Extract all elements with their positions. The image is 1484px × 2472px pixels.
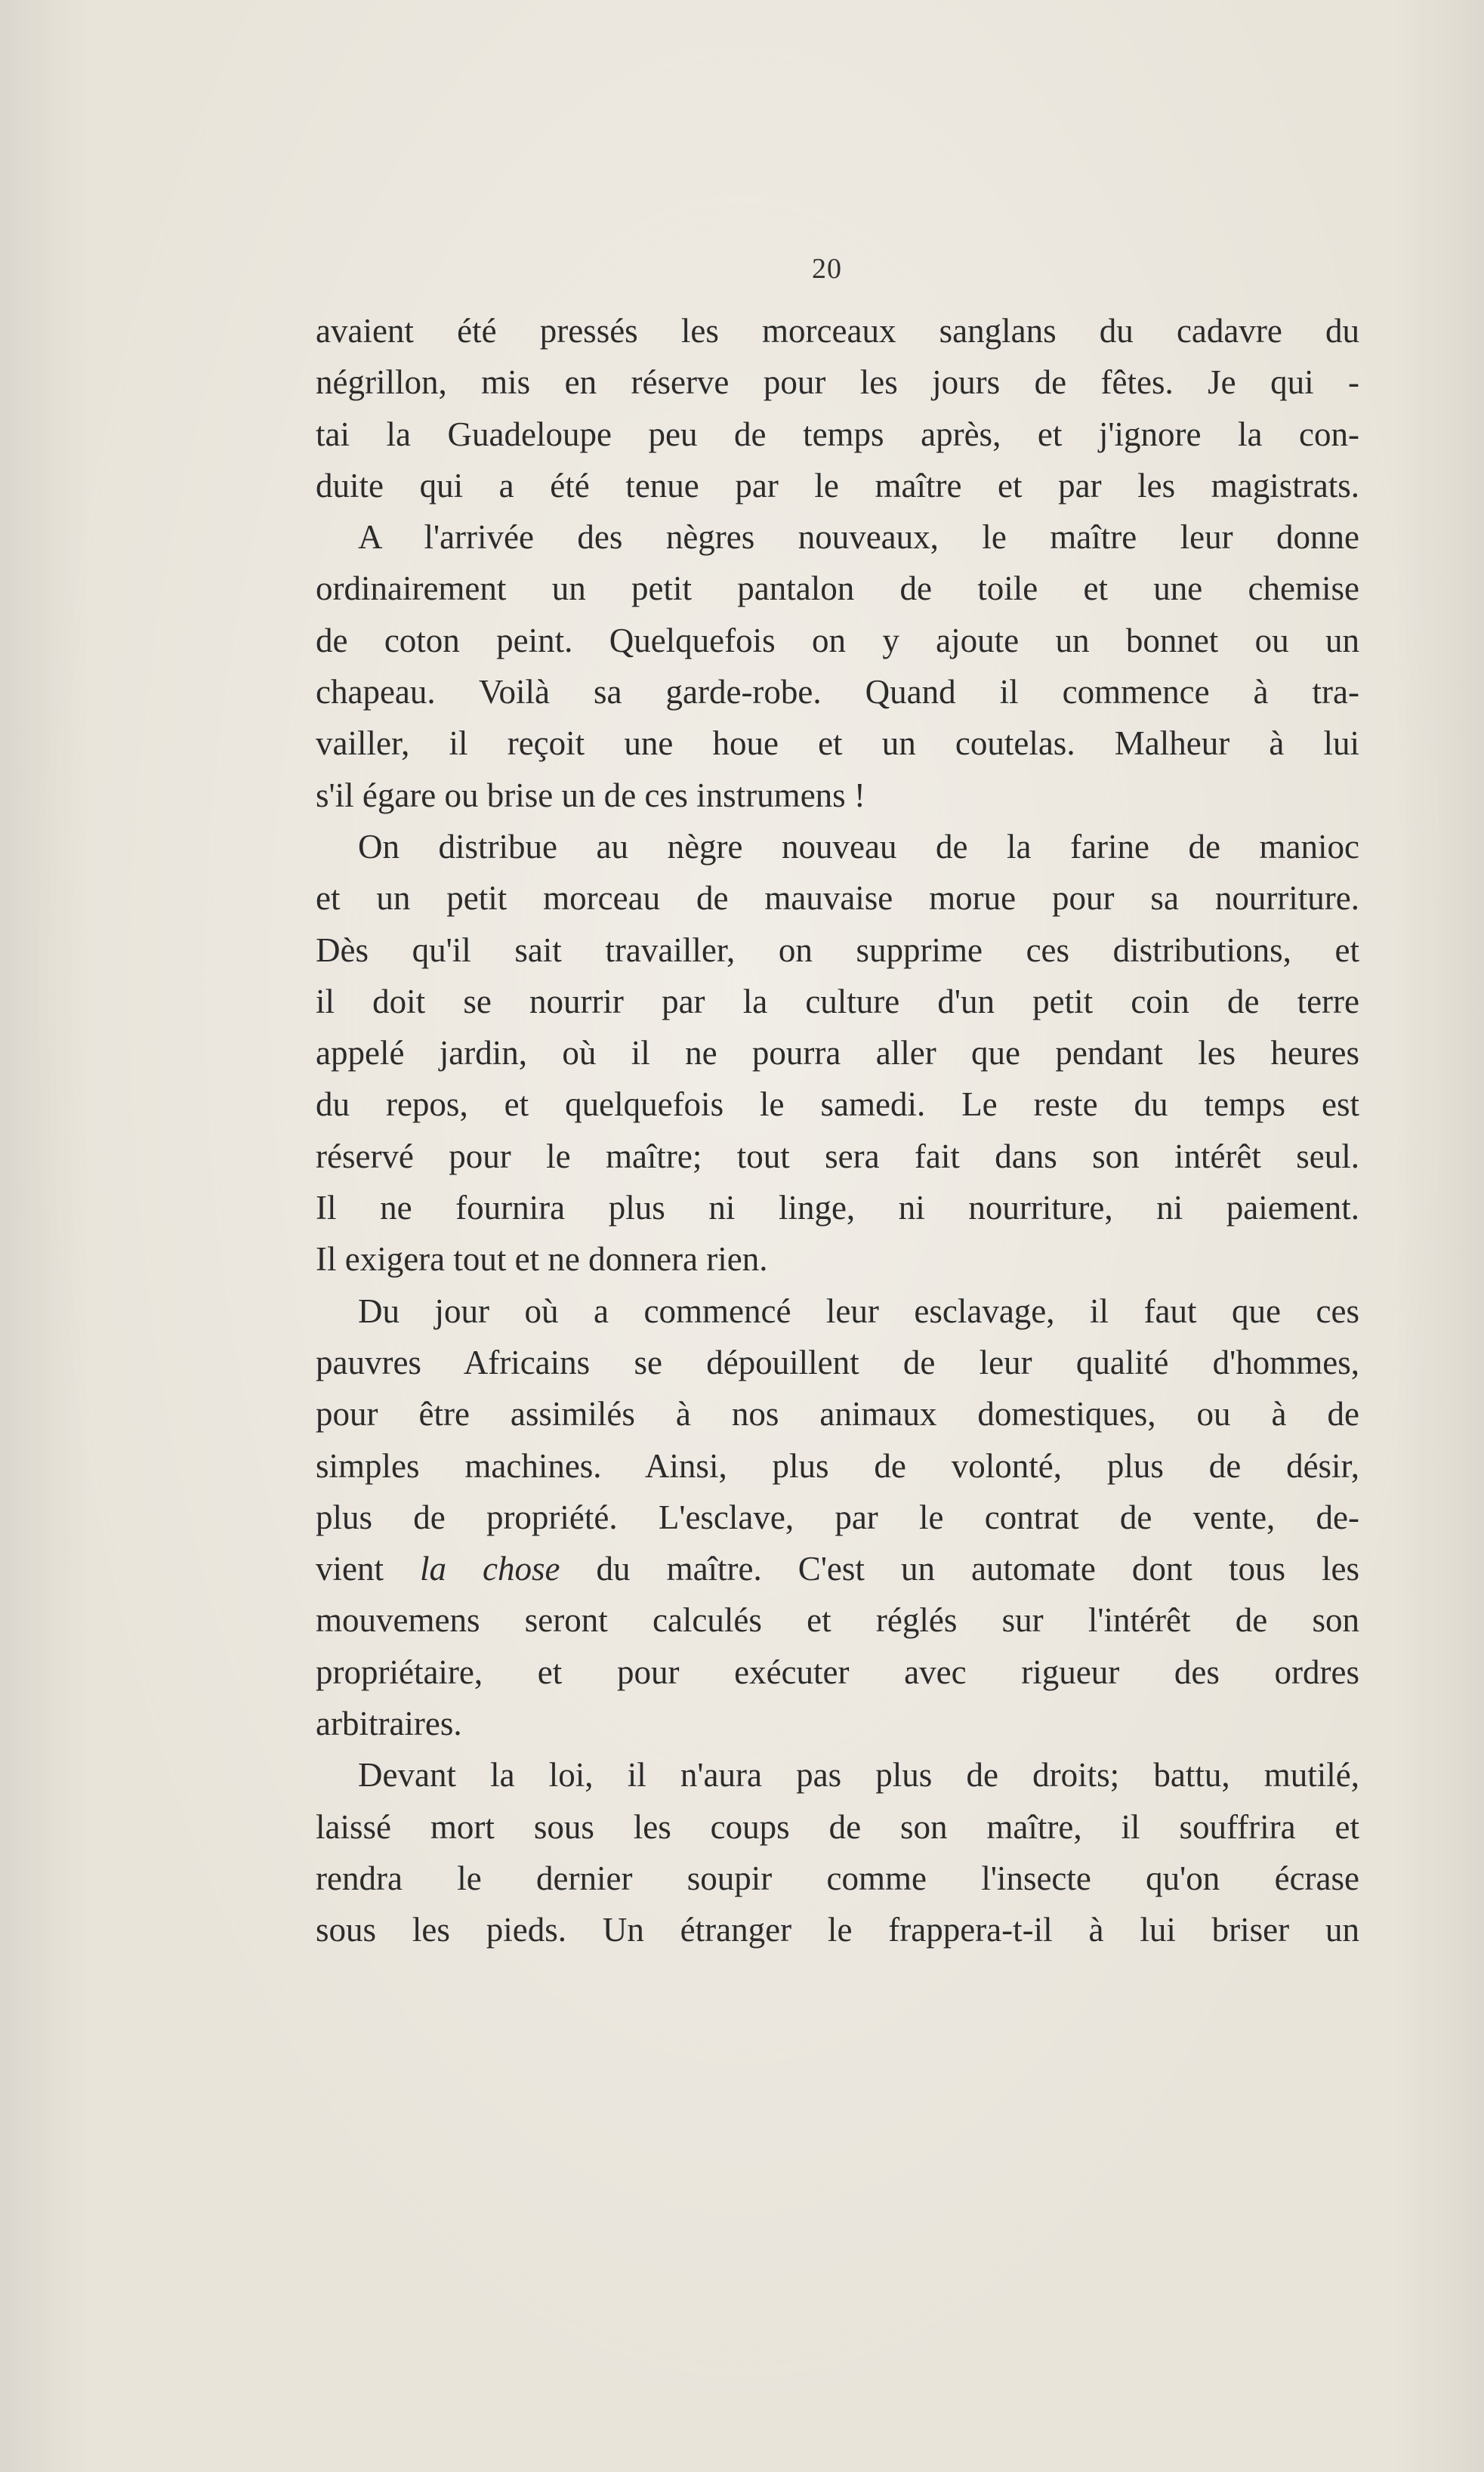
text-line: laissé mort sous les coups de son maître, il souffrira et	[316, 1807, 1359, 1846]
text-line: réservé pour le maître; tout sera fait dans son intérêt seul.	[316, 1137, 1359, 1175]
text-line: duite qui a été tenue par le maître et par les magistrats.	[316, 466, 1359, 505]
text-line: chapeau. Voilà sa garde-robe. Quand il commence à tra-	[316, 673, 1359, 711]
text-line: Du jour où a commencé leur esclavage, il faut que ces	[358, 1292, 1359, 1330]
text-line: simples machines. Ainsi, plus de volonté, plus de désir,	[316, 1446, 1359, 1485]
text-line: ordinairement un petit pantalon de toile et une chemise	[316, 569, 1359, 608]
text-line: Il ne fournira plus ni linge, ni nourriture, ni paiement.	[316, 1189, 1359, 1227]
text-line: mouvemens seront calculés et réglés sur l'intérêt de son	[316, 1601, 1359, 1640]
text-line: On distribue au nègre nouveau de la farine de manioc	[358, 827, 1359, 866]
text-line: plus de propriété. L'esclave, par le contrat de vente, de-	[316, 1498, 1359, 1536]
text-line: de coton peint. Quelquefois on y ajoute un bonnet ou un	[316, 621, 1359, 659]
text-line: arbitraires.	[316, 1705, 462, 1743]
text-line: pauvres Africains se dépouillent de leur qualité d'hommes,	[316, 1343, 1359, 1381]
text-line: tai la Guadeloupe peu de temps après, et j'ignore la con-	[316, 415, 1359, 453]
text-line: pour être assimilés à nos animaux domestiques, ou à de	[316, 1395, 1359, 1434]
text-line: il doit se nourrir par la culture d'un petit coin de terre	[316, 982, 1359, 1020]
text-line: Il exigera tout et ne donnera rien.	[316, 1240, 768, 1279]
text-line: Dès qu'il sait travailler, on supprime ces distributions, et	[316, 930, 1359, 969]
text-segment: du maître. C'est un automate dont tous les	[560, 1550, 1359, 1588]
text-line: et un petit morceau de mauvaise morue pour sa nourriture.	[316, 879, 1359, 918]
text-line: négrillon, mis en réserve pour les jours de fêtes. Je qui -	[316, 363, 1359, 402]
text-line: vailler, il reçoit une houe et un coutelas. Malheur à lui	[316, 724, 1359, 763]
body-text	[316, 305, 1359, 1956]
text-line: propriétaire, et pour exécuter avec rigueur des ordres	[316, 1653, 1359, 1691]
text-line: du repos, et quelquefois le samedi. Le reste du temps est	[316, 1085, 1359, 1124]
page-number: 20	[812, 253, 842, 285]
italic-segment: la chose	[420, 1550, 560, 1588]
text-line: sous les pieds. Un étranger le frappera-t-il à lui briser un	[316, 1911, 1359, 1949]
text-line: rendra le dernier soupir comme l'insecte qu'on écrase	[316, 1859, 1359, 1897]
text-line: appelé jardin, où il ne pourra aller que pendant les heures	[316, 1034, 1359, 1072]
text-segment: vient	[316, 1550, 421, 1588]
text-line: s'il égare ou brise un de ces instrumens !	[316, 776, 865, 814]
text-line: Devant la loi, il n'aura pas plus de droits; battu, mutilé,	[358, 1756, 1359, 1795]
text-line: A l'arrivée des nègres nouveaux, le maître leur donne	[358, 518, 1359, 557]
text-line	[316, 1543, 1359, 1594]
text-line: avaient été pressés les morceaux sanglans du cadavre du	[316, 312, 1359, 350]
